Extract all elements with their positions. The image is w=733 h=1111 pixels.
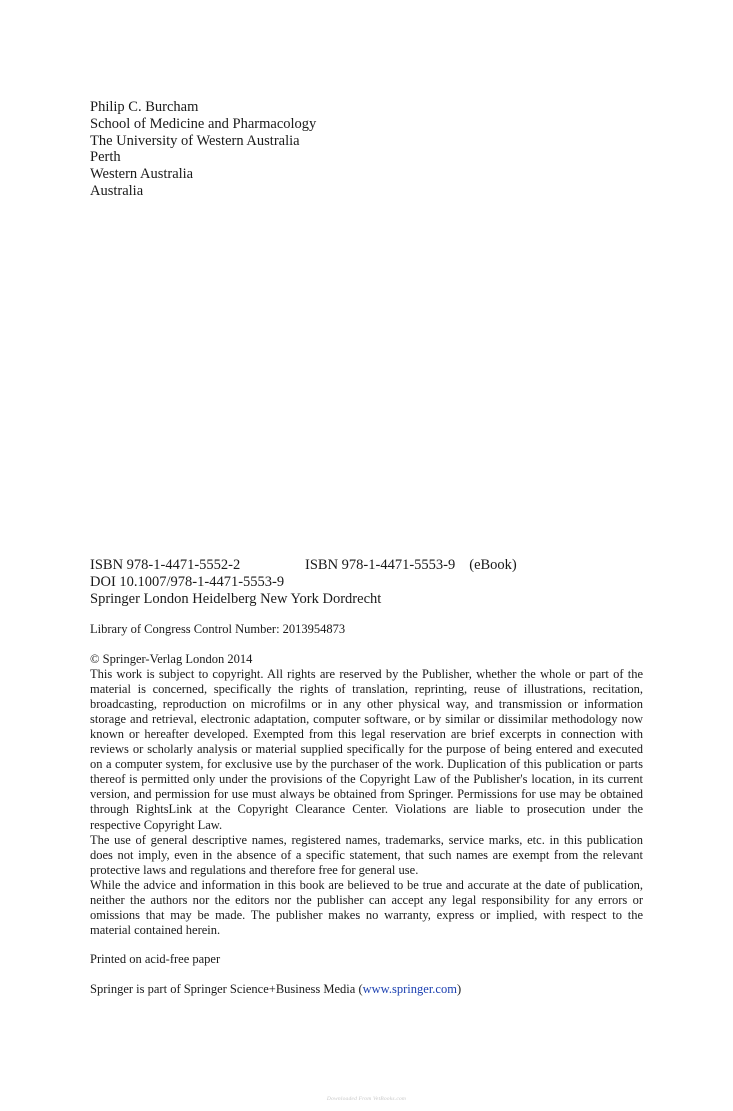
download-watermark: Downloaded From VetBooks.com — [326, 1096, 407, 1102]
copyright-paragraph-trademarks: The use of general descriptive names, registered names, trademarks, service marks, etc. in this publication does not imply, even in the absence of a specific statement, that such names are exempt from the relevant protective laws and regulations and therefore free for general use. — [90, 832, 643, 877]
copyright-block — [90, 652, 643, 938]
ebook-label: (eBook) — [469, 557, 517, 573]
author-state: Western Australia — [90, 166, 194, 183]
publisher-locations: Springer London Heidelberg New York Dordrecht — [90, 591, 382, 607]
author-country: Australia — [90, 182, 144, 199]
copyright-paragraph-disclaimer: While the advice and information in this book are believed to be true and accurate at the date of publication, neither the authors nor the editors nor the publisher can accept any legal responsibility for any errors or omissions that may be made. The publisher makes no warranty, express or implied, with respect to the material contained herein. — [90, 877, 643, 937]
isbn-ebook: ISBN 978-1-4471-5553-9 — [305, 557, 456, 573]
publication-info-block — [90, 557, 650, 608]
copyright-paragraph-rights: This work is subject to copyright. All rights are reserved by the Publisher, whether the whole or part of the material is concerned, specifically the rights of translation, reprinting, reuse of illustrations, recitation, broadcasting, reproduction on microfilms or in any other physical way, and transmission or information storage and retrieval, electronic adaptation, computer software, or by similar or dissimilar methodology now known or hereafter developed. Exempted from this legal reservation are brief excerpts in connection with reviews or scholarly analysis or material supplied specifically for the purpose of being entered and executed on a computer system, for exclusive use by the purchaser of the work. Duplication of this publication or parts thereof is permitted only under the provisions of the Copyright Law of the Publisher's location, in its current version, and permission for use must always be obtained from Springer. Permissions for use may be obtained through RightsLink at the Copyright Clearance Center. Violations are liable to prosecution under the respective Copyright Law. — [90, 667, 643, 832]
isbn-print: ISBN 978-1-4471-5552-2 — [90, 557, 241, 573]
doi: DOI 10.1007/978-1-4471-5553-9 — [90, 574, 285, 590]
author-department: School of Medicine and Pharmacology — [90, 115, 317, 132]
library-of-congress-number: Library of Congress Control Number: 2013954873 — [90, 622, 346, 636]
isbn-row — [90, 557, 650, 574]
springer-line-prefix: Springer is part of Springer Science+Business Media ( — [90, 982, 363, 996]
author-city: Perth — [90, 149, 121, 166]
springer-media-line — [90, 982, 461, 997]
springer-website-link[interactable]: www.springer.com — [362, 982, 457, 996]
author-university: The University of Western Australia — [90, 132, 300, 149]
copyright-holder: © Springer-Verlag London 2014 — [90, 652, 253, 666]
printed-on-note: Printed on acid-free paper — [90, 952, 221, 966]
author-name: Philip C. Burcham — [90, 99, 199, 115]
springer-line-suffix: ) — [456, 982, 462, 996]
author-affiliation-block — [90, 99, 316, 200]
